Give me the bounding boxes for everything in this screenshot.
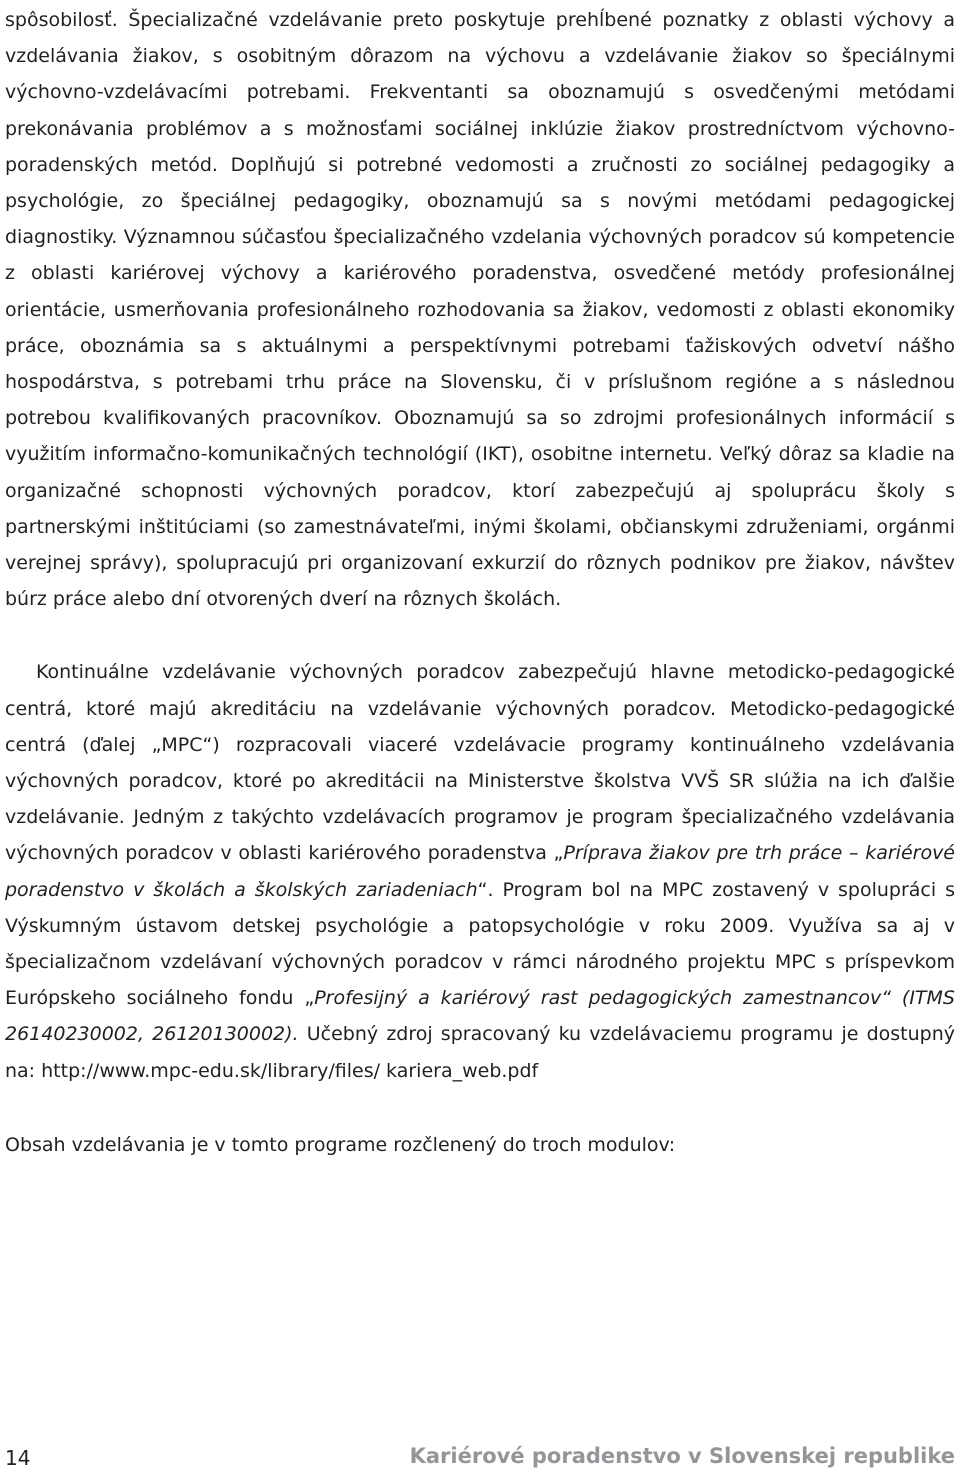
page-footer [5, 1446, 955, 1476]
project-title: Profesijný a kariérový rast pedagogických zamestnancov“ (ITMS 26140230002, 26120130002). [5, 987, 955, 1046]
paragraph-text: Učebný zdroj spracovaný ku vzdelávaciemu programu je dostupný na: http://www.mpc-edu.sk/library/files/ kariera_web.pdf [5, 1023, 955, 1082]
paragraph-text: “. Program bol na MPC zostavený v spolupráci s Výskumným ústavom detskej psychológie a patopsychológie v roku 2009. Využíva sa aj v špecializačnom vzdelávaní výchovných poradcov v rámci národného projektu MPC s príspevkom Európskeho sociálneho fondu „ [5, 878, 955, 1010]
document-body [5, 2, 955, 1163]
paragraph-continuous-education [5, 654, 955, 1088]
paragraph-modules-intro: Obsah vzdelávania je v tomto programe rozčlenený do troch modulov: [5, 1133, 676, 1156]
paragraph-spacer [5, 1089, 955, 1127]
paragraph-spacer [5, 617, 955, 654]
running-title: Kariérové poradenstvo v Slovenskej republike [409, 1444, 955, 1468]
paragraph-specialization: spôsobilosť. Špecializačné vzdelávanie preto poskytuje prehĺbené poznatky z oblasti výchovy a vzdelávania žiakov, s osobitným dôrazom na výchovu a vzdelávanie žiakov so špeciálnymi výchovno-vzdelávacími potrebami. Frekventanti sa oboznamujú s osvedčenými metódami prekonávania problémov a s možnosťami sociálnej inklúzie žiakov prostredníctvom výchovno-poradenských metód. Doplňujú si potrebné vedomosti a zručnosti zo sociálnej pedagogiky a psychológie, zo špeciálnej pedagogiky, oboznamujú sa s novými metódami pedagogickej diagnostiky. Významnou súčasťou špecializačného vzdelania výchovných poradcov sú kompetencie z oblasti kariérovej výchovy a kariérového poradenstva, osvedčené metódy profesionálnej orientácie, usmerňovania profesionálneho rozhodovania sa žiakov, vedomosti z oblasti ekonomiky práce, oboznámia sa s aktuálnymi a perspektívnymi potrebami ťažiskových odvetví nášho hospodárstva, s potrebami trhu práce na Slovensku, či v príslušnom regióne a s následnou potrebou kvalifikovaných pracovníkov. Oboznamujú sa so zdrojmi profesionálnych informácií s využitím informačno-komunikačných technológií (IKT), osobitne internetu. Veľký dôraz sa kladie na organizačné schopnosti výchovných poradcov, ktorí zabezpečujú aj spoluprácu školy s partnerskými inštitúciami (so zamestnávateľmi, inými školami, občianskymi združeniami, orgánmi verejnej správy), spolupracujú pri organizovaní exkurzií do rôznych podnikov pre žiakov, návštev búrz práce alebo dní otvorených dverí na rôznych školách. [5, 9, 955, 611]
paragraph-text: Kontinuálne vzdelávanie výchovných poradcov zabezpečujú hlavne metodicko-pedagogické centrá, ktoré majú akreditáciu na vzdelávanie výchovných poradcov. Metodicko-pedagogické centrá (ďalej „MPC“) rozpracovali viaceré vzdelávacie programy kontinuálneho vzdelávania výchovných poradcov, ktoré po akreditácii na Ministerstve školstva VVŠ SR slúžia na ich ďalšie vzdelávanie. Jedným z takýchto vzdelávacích programov je program špecializačného vzdelávania výchovných poradcov v oblasti kariérového poradenstva „ [5, 661, 955, 865]
program-title: Príprava žiakov pre trh práce – kariérové poradenstvo v školách a školských zariadeniach [5, 842, 955, 901]
page-number: 14 [5, 1446, 31, 1470]
